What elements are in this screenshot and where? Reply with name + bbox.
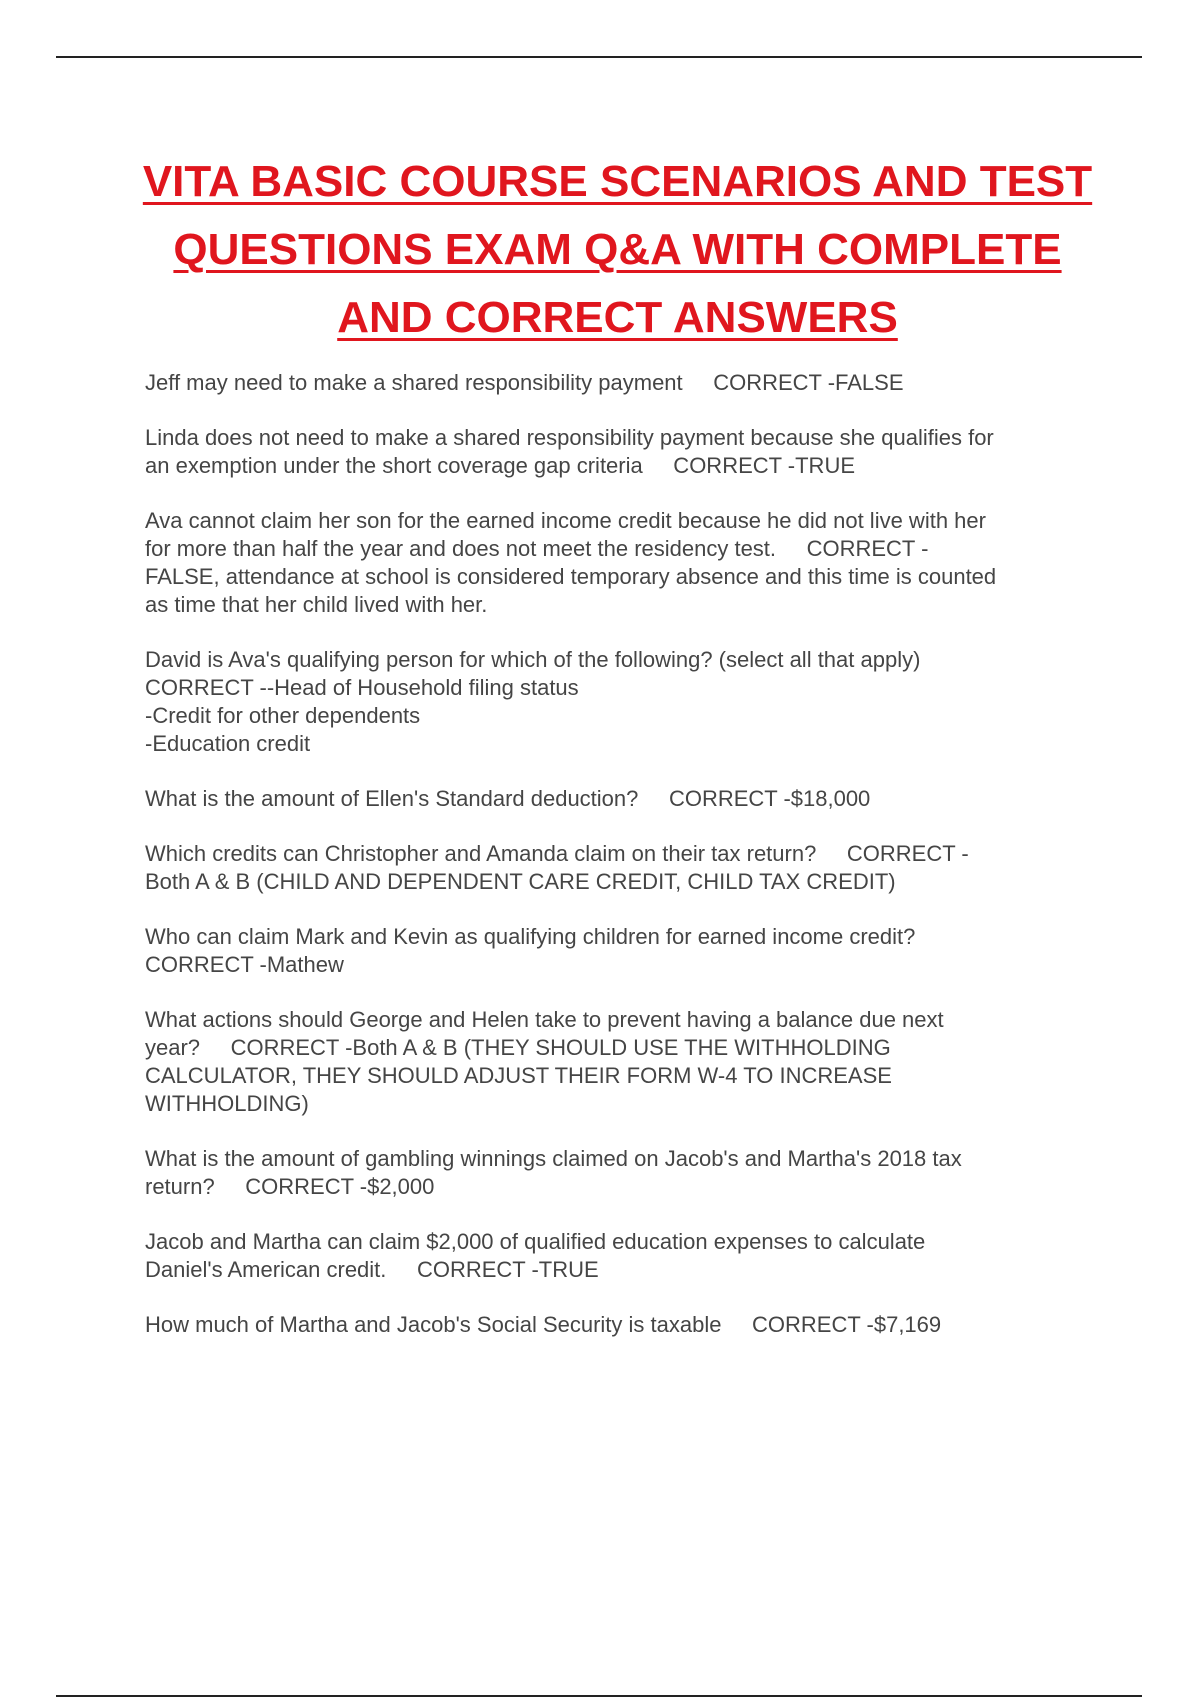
qa-line: year? CORRECT -Both A & B (THEY SHOULD USE THE WITHHOLDING [145, 1035, 891, 1060]
qa-item [145, 923, 1085, 979]
qa-list [145, 369, 1085, 1366]
qa-line: as time that her child lived with her. [145, 592, 488, 617]
qa-line: Jacob and Martha can claim $2,000 of qualified education expenses to calculate [145, 1229, 926, 1254]
qa-item [145, 1006, 1085, 1118]
qa-line: What actions should George and Helen take to prevent having a balance due next [145, 1007, 944, 1032]
qa-line: Ava cannot claim her son for the earned income credit because he did not live with her [145, 508, 986, 533]
qa-item [145, 1228, 1085, 1284]
qa-line: -Credit for other dependents [145, 703, 421, 728]
qa-item [145, 1311, 1085, 1339]
qa-line: Daniel's American credit. CORRECT -TRUE [145, 1257, 599, 1282]
qa-line: WITHHOLDING) [145, 1091, 309, 1116]
qa-line: CORRECT --Head of Household filing status [145, 675, 579, 700]
title-line-2: QUESTIONS EXAM Q&A WITH COMPLETE [173, 225, 1062, 274]
qa-line: return? CORRECT -$2,000 [145, 1174, 435, 1199]
title-line-3: AND CORRECT ANSWERS [337, 293, 898, 342]
qa-line: Jeff may need to make a shared responsibility payment CORRECT -FALSE [145, 370, 904, 395]
qa-line: What is the amount of Ellen's Standard deduction? CORRECT -$18,000 [145, 786, 871, 811]
title-line-1: VITA BASIC COURSE SCENARIOS AND TEST [142, 157, 1093, 206]
bottom-divider [56, 1695, 1142, 1697]
qa-line: CALCULATOR, THEY SHOULD ADJUST THEIR FORM W-4 TO INCREASE [145, 1063, 892, 1088]
qa-line: -Education credit [145, 731, 311, 756]
qa-item [145, 785, 1085, 813]
qa-item [145, 369, 1085, 397]
top-divider [56, 56, 1142, 58]
qa-line: David is Ava's qualifying person for which of the following? (select all that apply) [145, 647, 921, 672]
qa-line: Both A & B (CHILD AND DEPENDENT CARE CREDIT, CHILD TAX CREDIT) [145, 869, 896, 894]
qa-item [145, 840, 1085, 896]
qa-line: CORRECT -Mathew [145, 952, 344, 977]
qa-line: What is the amount of gambling winnings claimed on Jacob's and Martha's 2018 tax [145, 1146, 962, 1171]
qa-item [145, 424, 1085, 480]
qa-item [145, 507, 1085, 619]
qa-line: for more than half the year and does not meet the residency test. CORRECT - [145, 536, 929, 561]
qa-item [145, 1145, 1085, 1201]
qa-item [145, 646, 1085, 758]
qa-line: Who can claim Mark and Kevin as qualifying children for earned income credit? [145, 924, 916, 949]
qa-line: Linda does not need to make a shared responsibility payment because she qualifies for [145, 425, 994, 450]
qa-line: an exemption under the short coverage gap criteria CORRECT -TRUE [145, 453, 856, 478]
qa-line: FALSE, attendance at school is considered temporary absence and this time is counted [145, 564, 997, 589]
qa-line: Which credits can Christopher and Amanda claim on their tax return? CORRECT - [145, 841, 969, 866]
qa-line: How much of Martha and Jacob's Social Security is taxable CORRECT -$7,169 [145, 1312, 942, 1337]
document-title [140, 148, 1095, 352]
